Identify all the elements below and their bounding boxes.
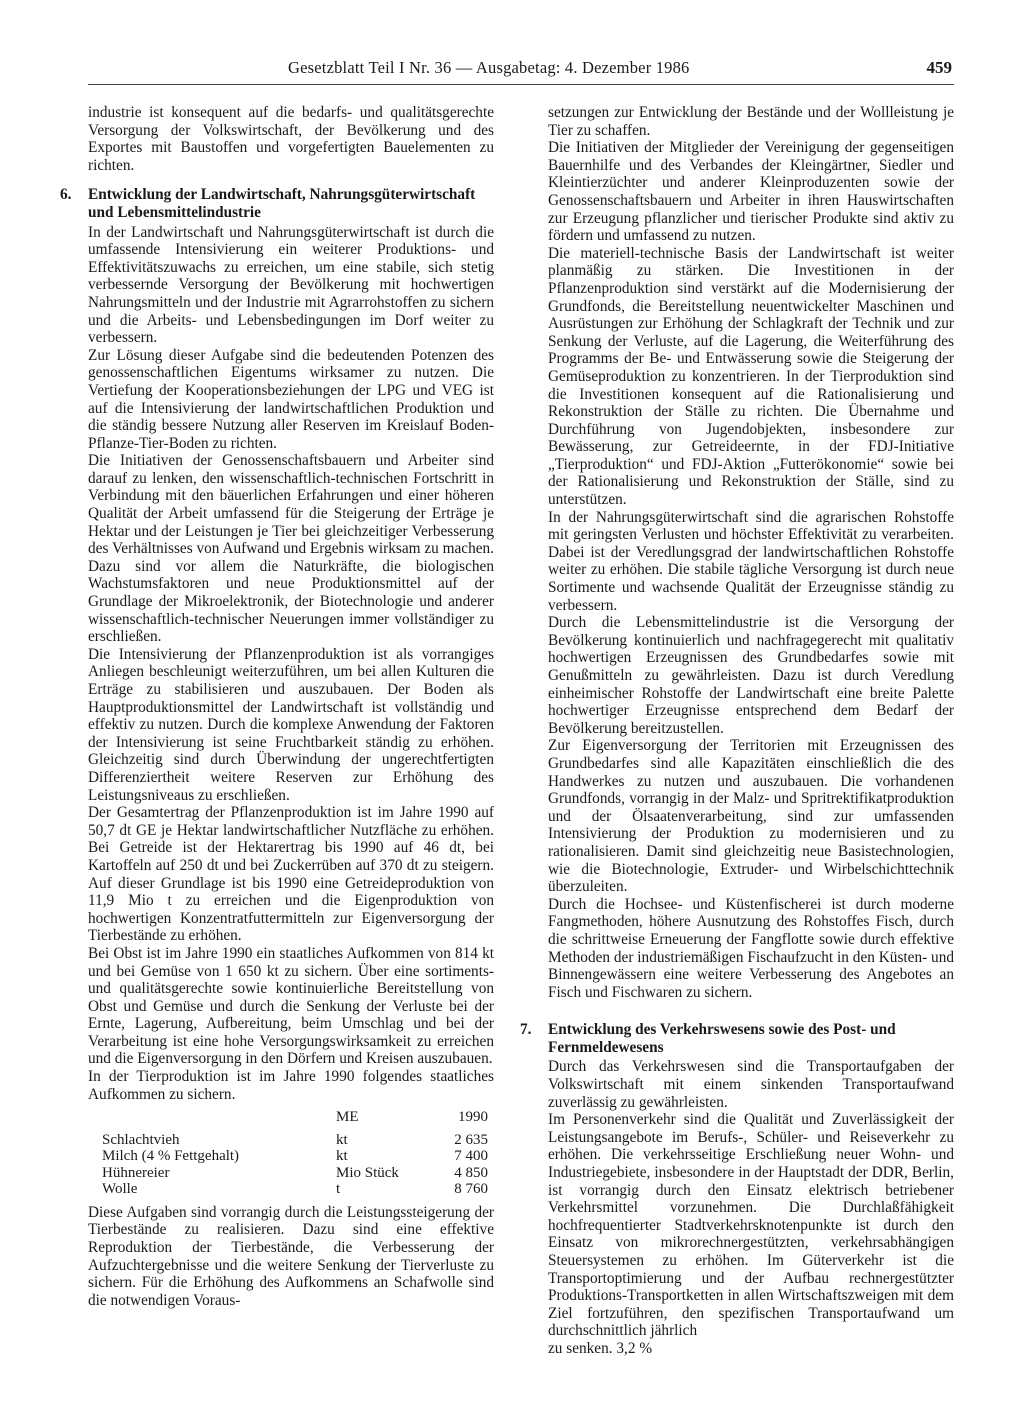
paragraph: Durch die Hochsee- und Küstenfischerei ist durch moderne Fangmethoden, höhere Ausnutzung des Rohstoffes Fisch, durch die schrittweise Erneuerung der Fangflotte sowie durch effektive Methoden der industriemäßigen Fischaufzucht in den Küsten- und Binnengewässern eine weitere Verbesserung des Angebotes an Fisch und Fischwaren zu sichern. bbox=[548, 895, 954, 1001]
table-cell-value: 8 760 bbox=[454, 1181, 488, 1198]
table-cell-name: Hühnereier bbox=[102, 1164, 170, 1181]
section-heading: Entwicklung der Landwirtschaft, Nahrungsgüterwirtschaft und Lebensmittelindustrie bbox=[88, 186, 476, 221]
paragraph: Im Personenverkehr sind die Qualität und Zuverlässigkeit der Leistungsangebote im Berufs-, Schüler- und Reiseverkehr zu erhöhen. Die verkehrsseitige Erschließung neuer Wohn- und Industriegebiete, insbesondere in der Hauptstadt der DDR, Berlin, ist vorrangig durch den Einsatz elektrisch betriebener Verkehrsmittel vorzunehmen. Die Durchlaßfähigkeit hochfrequentierter Stadtverkehrsknotenpunkte ist durch den Einsatz von mikrorechnergestützten, verkehrsabhängigen Steuersystemen zu erhöhen. Im Güterverkehr ist die Transportoptimierung und der Aufbau rechnergestützter Produktions-Transportketten in allen Wirtschaftszweigen mit dem Ziel fortzuführen, den spezifischen Transportaufwand um durchschnittlich jährlich bbox=[548, 1111, 954, 1340]
paragraph-end bbox=[548, 1340, 954, 1358]
table-header-row bbox=[88, 1109, 494, 1132]
table-cell-value: 2 635 bbox=[454, 1131, 488, 1148]
table-cell-name: Wolle bbox=[102, 1181, 138, 1198]
section-number: 6. bbox=[60, 186, 72, 204]
closing-text: zu senken. bbox=[548, 1339, 613, 1357]
paragraph: Die Initiativen der Mitglieder der Vereinigung der gegenseitigen Bauernhilfe und des Verbandes der Kleingärtner, Siedler und Kleintierzüchter und anderer Kleinproduzenten sowie der Genossenschaftsbauern und Arbeiter in ihren Hauswirtschaften zur Erzeugung pflanzlicher und tierischer Produkte sind aktiv zu fördern und umfassend zu nutzen. bbox=[548, 139, 954, 245]
table-row bbox=[88, 1132, 494, 1149]
right-column bbox=[520, 104, 954, 1358]
paragraph: In der Tierproduktion ist im Jahre 1990 folgendes staatliches Aufkommen zu sichern. bbox=[88, 1068, 494, 1103]
table-cell-unit: kt bbox=[336, 1148, 348, 1165]
table-header-unit: ME bbox=[336, 1109, 359, 1126]
paragraph: Diese Aufgaben sind vorrangig durch die Leistungssteigerung der Tierbestände zu realisieren. Dazu sind eine effektive Reproduktion der Tierbestände, die Verbesserung der Aufzuchtergebnisse und die weitere Senkung der Tierverluste zu sichern. Für die Erhöhung des Aufkommens an Schafwolle sind die notwendigen Voraus- bbox=[88, 1203, 494, 1309]
livestock-table bbox=[88, 1109, 494, 1198]
table-cell-name: Milch (4 % Fettgehalt) bbox=[102, 1148, 240, 1165]
table-row bbox=[88, 1148, 494, 1165]
page-number: 459 bbox=[926, 58, 952, 77]
table-row bbox=[88, 1165, 494, 1182]
page-header bbox=[88, 58, 952, 84]
paragraph: Zur Eigenversorgung der Territorien mit Erzeugnissen des Grundbedarfes sind alle Kapazitäten einschließlich die des Handwerkes zu nutzen und auszubauen. Die vorhandenen Grundfonds, vorrangig in der Malz- und Spritrektifikatproduktion und der Ölsaatenverarbeitung, sind zur umfassenden Intensivierung der Produktion zu modernisieren und zu rationalisieren. Damit sind gleichzeitig neue Basistechnologien, wie die Biotechnologie, Extruder- und Wirbelschichttechnik überzuleiten. bbox=[548, 737, 954, 896]
paragraph: Zur Lösung dieser Aufgabe sind die bedeutenden Potenzen des genossenschaftlichen Eigentums wirksamer zu nutzen. Die Vertiefung der Kooperationsbeziehungen der LPG und VEG ist auf die Intensivierung der landwirtschaftlichen Produktion und die ständig bessere Nutzung aller Reserven im Kreislauf Boden-Pflanze-Tier-Boden zu richten. bbox=[88, 346, 494, 452]
percentage-value: 3,2 % bbox=[616, 1339, 653, 1357]
header-rule bbox=[88, 84, 954, 85]
paragraph: In der Landwirtschaft und Nahrungsgüterwirtschaft ist durch die umfassende Intensivierung ein weiterer Produktions- und Effektivitätszuwachs zu erreichen, um eine stabile, sich stetig verbessernde Versorgung der Bevölkerung mit hochwertigen Nahrungsmitteln und der Industrie mit Agrarrohstoffen zu sichern und die Arbeits- und Lebensbedingungen im Dorf weiter zu verbessern. bbox=[88, 223, 494, 347]
paragraph: Der Gesamtertrag der Pflanzenproduktion ist im Jahre 1990 auf 50,7 dt GE je Hektar landwirtschaftlicher Nutzfläche zu erhöhen. Bei Getreide ist der Hektarertrag bis 1990 auf 46 dt, bei Kartoffeln auf 250 dt und bei Zuckerrüben auf 370 dt zu steigern. Auf dieser Grundlage ist bis 1990 eine Getreideproduktion von 11,9 Mio t zu erreichen und die Eigenproduktion von hochwertigen Konzentratfuttermitteln zur Eigenversorgung der Tierbestände zu erhöhen. bbox=[88, 804, 494, 945]
paragraph: In der Nahrungsgüterwirtschaft sind die agrarischen Rohstoffe mit geringsten Verlusten und höchster Effektivität zu verarbeiten. Dabei ist der Veredlungsgrad der landwirtschaftlichen Rohstoffe weiter zu erhöhen. Die stabile tägliche Versorgung ist durch neue Sortimente und wachsende Qualität der Erzeugnisse ständig zu verbessern. bbox=[548, 508, 954, 614]
header-title: Gesetzblatt Teil I Nr. 36 — Ausgabetag: 4. Dezember 1986 bbox=[288, 58, 690, 77]
table-row bbox=[88, 1181, 494, 1198]
table-cell-name: Schlachtvieh bbox=[102, 1131, 180, 1148]
table-cell-unit: t bbox=[336, 1181, 341, 1198]
section-6 bbox=[60, 186, 494, 221]
section-number: 7. bbox=[520, 1021, 532, 1039]
paragraph: Die materiell-technische Basis der Landwirtschaft ist weiter planmäßig zu stärken. Die Investitionen in der Pflanzenproduktion sind verstärkt auf die Modernisierung der Grundfonds, die Bereitstellung neuentwickelter Maschinen und Ausrüstungen zur Erhöhung der Schlagkraft der Technik und zur Senkung der Verluste, auf die Lagerung, die Weiterführung des Programms der Be- und Entwässerung sowie die Steigerung der Gemüseproduktion zu konzentrieren. In der Tierproduktion sind die Investitionen konsequent auf die Rationalisierung und Rekonstruktion der Ställe zu richten. Die Übernahme und Durchführung von Jugendobjekten, insbesondere zur Bewässerung, zur Getreideernte, in der FDJ-Initiative „Tierproduktion“ und FDJ-Aktion „Futterökonomie“ sowie bei der Rationalisierung und Rekonstruktion der Ställe, sind zu unterstützen. bbox=[548, 244, 954, 509]
paragraph: Durch das Verkehrswesen sind die Transportaufgaben der Volkswirtschaft mit einem sinkenden Transportaufwand zuverlässig zu gewährleisten. bbox=[548, 1058, 954, 1111]
section-7 bbox=[520, 1021, 954, 1056]
paragraph: industrie ist konsequent auf die bedarfs- und qualitätsgerechte Versorgung der Volkswirtschaft, der Bevölkerung und des Exportes mit Baustoffen und vorgefertigten Bauelementen zu richten. bbox=[88, 104, 494, 174]
section-heading: Entwicklung des Verkehrswesens sowie des Post- und Fernmeldewesens bbox=[548, 1021, 896, 1056]
table-cell-value: 4 850 bbox=[454, 1164, 488, 1181]
paragraph: Die Intensivierung der Pflanzenproduktion ist als vorrangiges Anliegen beschleunigt weiterzuführen, um bei allen Kulturen die Erträge zu stabilisieren und auszubauen. Der Boden als Hauptproduktionsmittel der Landwirtschaft ist vollständig und effektiv zu nutzen. Durch die komplexe Anwendung der Faktoren der Intensivierung ist seine Fruchtbarkeit ständig zu erhöhen. Gleichzeitig sind durch Überwindung der ungerechtfertigten Differenziertheit weitere Reserven zur Erhöhung des Leistungsniveaus zu erschließen. bbox=[88, 645, 494, 804]
paragraph: Bei Obst ist im Jahre 1990 ein staatliches Aufkommen von 814 kt und bei Gemüse von 1 650 kt zu sichern. Über eine sortiments- und qualitätsgerechte sowie kontinuierliche Bereitstellung von Obst und Gemüse und durch die Senkung der Verluste bei der Ernte, Lagerung, Aufbereitung, beim Umschlag und bei der Verarbeitung ist eine hohe Versorgungswirksamkeit zu erreichen und die Eigenversorgung in den Dörfern und Kreisen auszubauen. bbox=[88, 944, 494, 1068]
paragraph: Durch die Lebensmittelindustrie ist die Versorgung der Bevölkerung kontinuierlich und nachfragegerecht mit qualitativ hochwertigen Erzeugnissen des Grundbedarfes sowie mit Genußmitteln zu gewährleisten. Dazu ist durch Veredlung einheimischer Rohstoffe der Landwirtschaft eine breite Palette hochwertiger Erzeugnisse entsprechend dem Bedarf der Bevölkerung bereitzustellen. bbox=[548, 614, 954, 737]
paragraph: setzungen zur Entwicklung der Bestände und der Wollleistung je Tier zu schaffen. bbox=[548, 104, 954, 139]
left-column bbox=[60, 104, 495, 1309]
table-header-year: 1990 bbox=[458, 1109, 488, 1126]
paragraph: Die Initiativen der Genossenschaftsbauern und Arbeiter sind darauf zu lenken, den wissenschaftlich-technischen Fortschritt in Verbindung mit den bäuerlichen Erfahrungen und einer höheren Qualität der Arbeit umfassend für die Steigerung der Erträge je Hektar und der Leistungen je Tier bei gleichzeitiger Verbesserung des Verhältnisses von Aufwand und Ergebnis wirksam zu machen. Dazu sind vor allem die Naturkräfte, die biologischen Wachstumsfaktoren und neue Produktionsmittel auf der Grundlage der Mikroelektronik, der Biotechnologie und anderer wissenschaftlich-technischer Neuerungen immer vollständiger zu erschließen. bbox=[88, 452, 495, 646]
table-cell-unit: kt bbox=[336, 1131, 348, 1148]
table-cell-unit: Mio Stück bbox=[336, 1164, 399, 1181]
table-cell-value: 7 400 bbox=[454, 1148, 488, 1165]
